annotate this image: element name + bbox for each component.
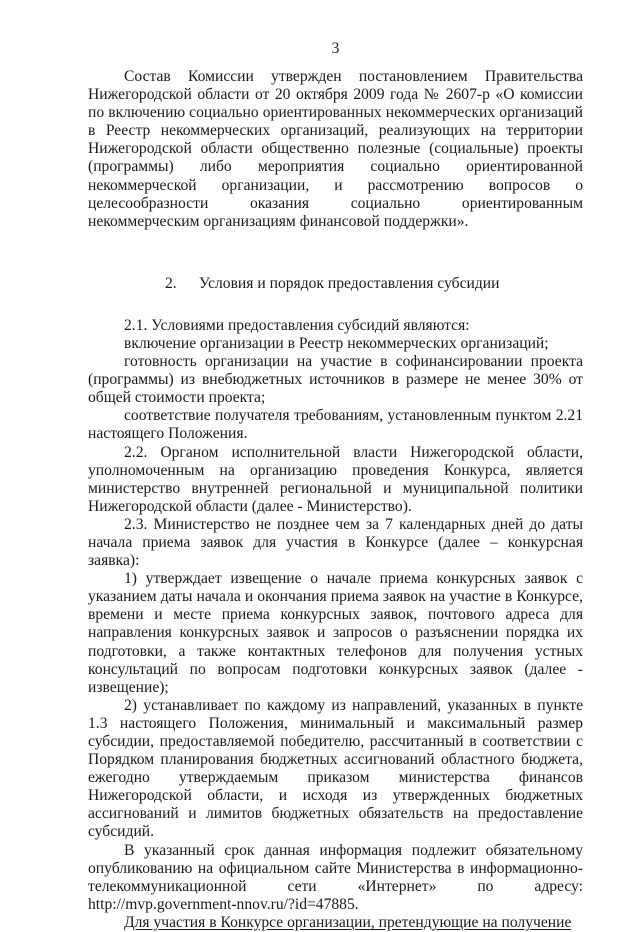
page-number: 3 <box>331 40 340 57</box>
paragraph-participation <box>88 914 583 932</box>
section-heading <box>88 275 583 293</box>
paragraph-2-1-item-registry: включение организации в Реестр некоммерческих организаций; <box>124 334 549 352</box>
paragraph-2-1: 2.1. Условиями предоставления субсидий являются: <box>124 316 470 334</box>
paragraph-2-2: 2.2. Органом исполнительной власти Нижегородской области, уполномоченным на организацию проведения Конкурса, является министерство внутренней региональной и муниципальной политики Нижегородской области (далее - Министерство). <box>88 443 583 515</box>
section-number: 2. <box>165 274 177 292</box>
paragraph-2-3: 2.3. Министерство не позднее чем за 7 календарных дней до даты начала приема заявок для участия в Конкурсе (далее – конкурсная заявка): <box>88 515 583 570</box>
paragraph-2-1-item-cofinancing: готовность организации на участие в софинансировании проекта (программы) из внебюджетных источников в размере не менее 30% от общей стоимости проекта; <box>88 353 583 407</box>
section-title: Условия и порядок предоставления субсидии <box>198 274 500 292</box>
paragraph-2-3-item-2: 2) устанавливает по каждому из направлений, указанных в пункте 1.3 настоящего Положения, минимальный и максимальный размер субсидии, предоставляемой победителю, рассчитанный в соответствии с Порядком планирования бюджетных ассигнований областного бюджета, ежегодно утверждаемым приказом министерства финансов Нижегородской области, и исходя из утвержденных бюджетных ассигнований и лимитов бюджетных обязательств на предоставление субсидий. <box>88 696 583 841</box>
intro-paragraph: Состав Комиссии утвержден постановлением Правительства Нижегородской области от 20 октября 2009 года № 2607-р «О комиссии по включению социально ориентированных некоммерческих организаций в Реестр некоммерческих организаций, реализующих на территории Нижегородской области общественно полезные (социальные) проекты (программы) либо мероприятия социально ориентированной некоммерческой организации, и рассмотрению вопросов о целесообразности оказания социально ориентированным некоммерческим организациям финансовой поддержки». <box>88 68 583 230</box>
paragraph-participation-text: Для участия в Конкурсе организации, претендующие на получение <box>124 913 572 931</box>
paragraph-publication: В указанный срок данная информация подлежит обязательному опубликованию на официальном сайте Министерства в информационно-телекоммуникационной сети «Интернет» по адресу: http://mvp.government-nnov.ru/?id=47885. <box>88 841 583 913</box>
paragraph-2-1-item-compliance: соответствие получателя требованиям, установленным пунктом 2.21 настоящего Положения. <box>88 407 583 443</box>
paragraph-2-3-item-1: 1) утверждает извещение о начале приема конкурсных заявок с указанием даты начала и окончания приема заявок на участие в Конкурсе, времени и месте приема конкурсных заявок, почтового адреса для направления конкурсных заявок и запросов о разъяснении порядка их подготовки, а также контактных телефонов для получения устных консультаций по вопросам подготовки конкурсных заявок (далее - извещение); <box>88 570 583 696</box>
